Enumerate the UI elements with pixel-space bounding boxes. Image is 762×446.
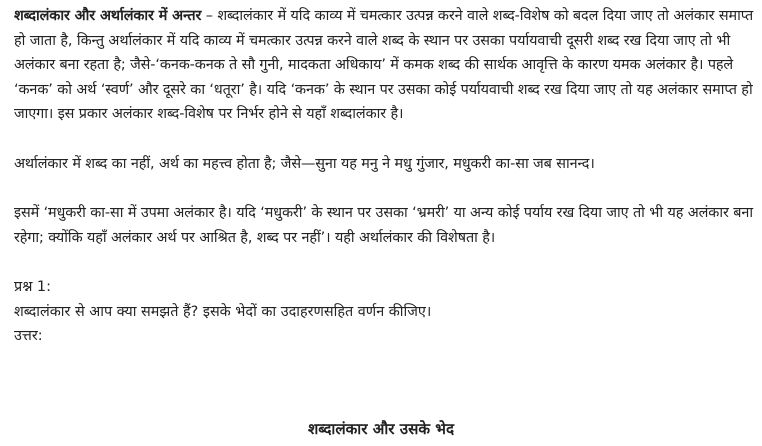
paragraph-arthalankar: अर्थालंकार में शब्द का नहीं, अर्थ का महत्त्व होता है; जैसे—सुना यह मनु ने मधु गुंजार, मधुकरी का-सा जब सानन्द। — [14, 155, 595, 172]
paragraph-upma-example: इसमें ‘मधुकरी का-सा में उपमा अलंकार है। यदि ‘मधुकरी’ के स्थान पर उसका ‘भ्रमरी’ या अन्य कोई पर्याय रख दिया जाए तो भी यह अलंकार बना रहेगा; क्योंकि यहाँ अलंकार अर्थ पर आश्रित है, शब्द पर नहीं’। यही अर्थालंकार की विशेषता है। — [14, 205, 753, 246]
question-block — [14, 275, 756, 349]
question-label: प्रश्न 1: — [14, 279, 51, 295]
paragraph-lead-heading: शब्दालंकार और अर्थालंकार में अन्तर — [14, 8, 202, 24]
section-heading: शब्दालंकार और उसके भेद — [307, 420, 455, 438]
paragraph-difference-body: – शब्दालंकार में यदि काव्य में चमत्कार उत्पन्न करने वाले शब्द-विशेष को बदल दिया जाए तो अलंकार समाप्त हो जाता है, किन्तु अर्थालंकार में यदि काव्य में चमत्कार उत्पन्न करने वाले शब्द के स्थान पर उसका पर्यायवाची दूसरी शब्द रख दिया जाए तो भी अलंकार बना रहता है; जैसे-‘कनक-कनक ते सौ गुनी, मादकता अधिकाय’ में कमक शब्द की सार्थक आवृत्ति के कारण यमक अलंकार है। पहले ‘कनक’ को अर्थ ‘स्वर्ण’ और दूसरे का ‘धतूरा’ है। यदि ‘कनक’ के स्थान पर उसका कोई पर्यायवाची शब्द रख दिया जाए तो यह अलंकार समाप्त हो जाएगा। इस प्रकार अलंकार शब्द-विशेष पर निर्भर होने से यहाँ शब्दालंकार है। — [14, 8, 754, 122]
article-content — [14, 4, 756, 349]
question-text: शब्दालंकार से आप क्या समझते हैं? इसके भेदों का उदाहरणसहित वर्णन कीजिए। — [14, 303, 432, 320]
answer-label: उत्तर: — [14, 328, 43, 344]
paragraph-difference — [14, 4, 756, 127]
